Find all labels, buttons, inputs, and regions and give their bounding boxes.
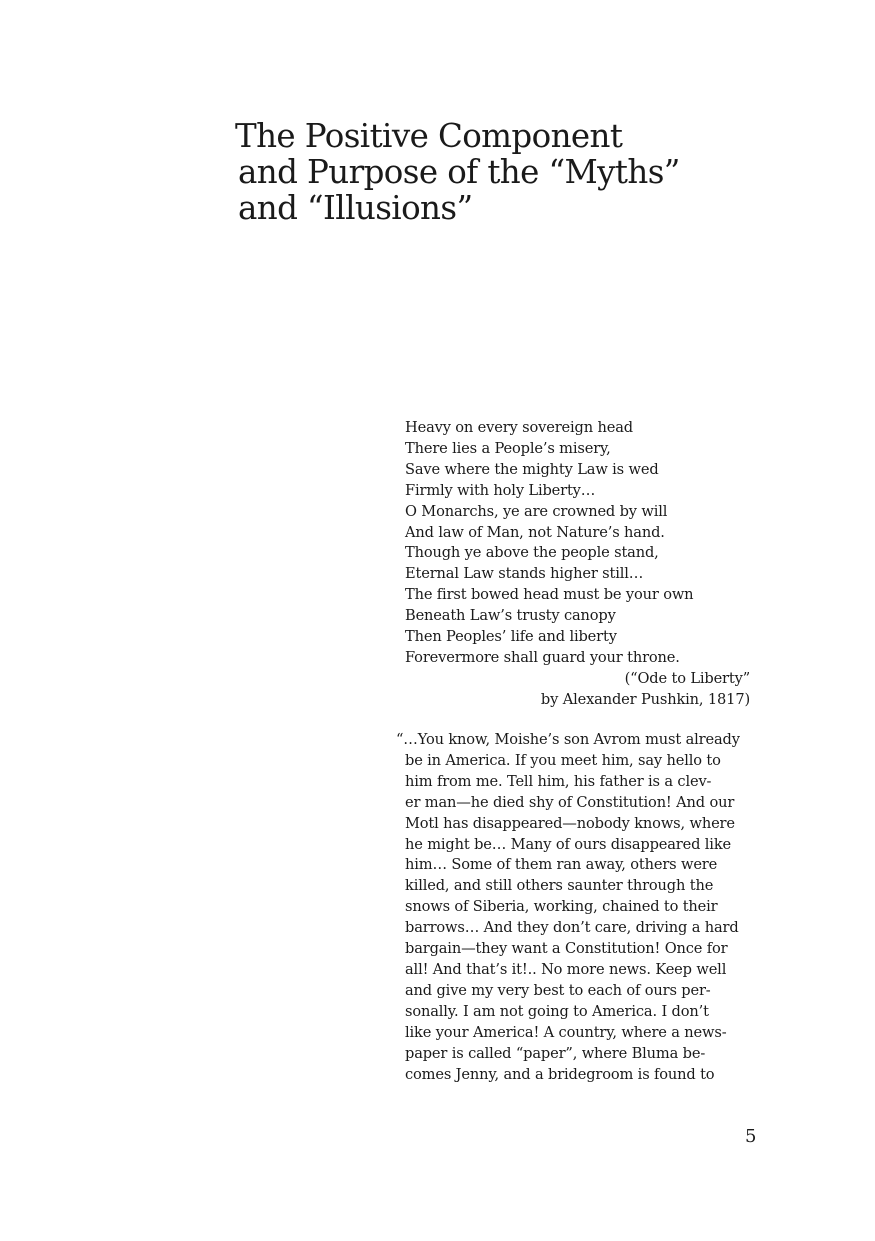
epigraph-source: (“Ode to Liberty” [624, 669, 750, 687]
verse-line: O Monarchs, ye are crowned by will [405, 502, 668, 520]
verse-line: Save where the mighty Law is wed [405, 460, 659, 478]
quoted-letter [396, 730, 756, 1085]
chapter-title-line: The Positive Component [235, 117, 623, 155]
chapter-title-line: and Purpose of the “Myths” [238, 153, 680, 191]
quote-line: er man—he died shy of Constitution! And our [405, 793, 735, 811]
quote-line: him… Some of them ran away, others were [405, 856, 718, 874]
quote-line: barrows… And they don’t care, driving a hard [405, 919, 739, 937]
verse-line: There lies a People’s misery, [405, 439, 611, 457]
quote-line: snows of Siberia, working, chained to their [405, 898, 718, 916]
verse-line: Beneath Law’s trusty canopy [405, 607, 616, 625]
verse-line: And law of Man, not Nature’s hand. [405, 523, 665, 541]
quote-line: comes Jenny, and a bridegroom is found to [405, 1065, 715, 1083]
verse-line: Eternal Law stands higher still… [405, 565, 644, 583]
quote-line: like your America! A country, where a news- [405, 1023, 727, 1041]
quote-line: and give my very best to each of ours per- [405, 981, 711, 999]
quote-line: he might be… Many of ours disappeared like [405, 835, 732, 853]
quote-line: all! And that’s it!.. No more news. Keep well [405, 960, 727, 978]
quote-line: killed, and still others saunter through the [405, 877, 714, 895]
quote-line: sonally. I am not going to America. I don’t [405, 1002, 709, 1020]
verse-line: The first bowed head must be your own [405, 586, 694, 604]
epigraph-author: by Alexander Pushkin, 1817) [540, 690, 750, 708]
epigraph-poem [405, 418, 765, 711]
verse-line: Forevermore shall guard your throne. [405, 648, 680, 666]
quote-line: Motl has disappeared—nobody knows, where [405, 814, 735, 832]
verse-line: Though ye above the people stand, [405, 544, 659, 562]
quote-line: be in America. If you meet him, say hello to [405, 751, 721, 769]
chapter-title-line: and “Illusions” [238, 189, 473, 227]
quote-line: him from me. Tell him, his father is a clev- [405, 772, 712, 790]
quote-line: bargain—they want a Constitution! Once for [405, 940, 728, 958]
verse-line: Firmly with holy Liberty… [405, 481, 596, 499]
verse-line: Then Peoples’ life and liberty [405, 628, 617, 646]
quote-line: “…You know, Moishe’s son Avrom must already [396, 731, 740, 748]
quote-line: paper is called “paper”, where Bluma be- [405, 1044, 706, 1062]
verse-line: Heavy on every sovereign head [405, 419, 633, 436]
page-number: 5 [745, 1126, 757, 1147]
chapter-title [235, 118, 680, 226]
